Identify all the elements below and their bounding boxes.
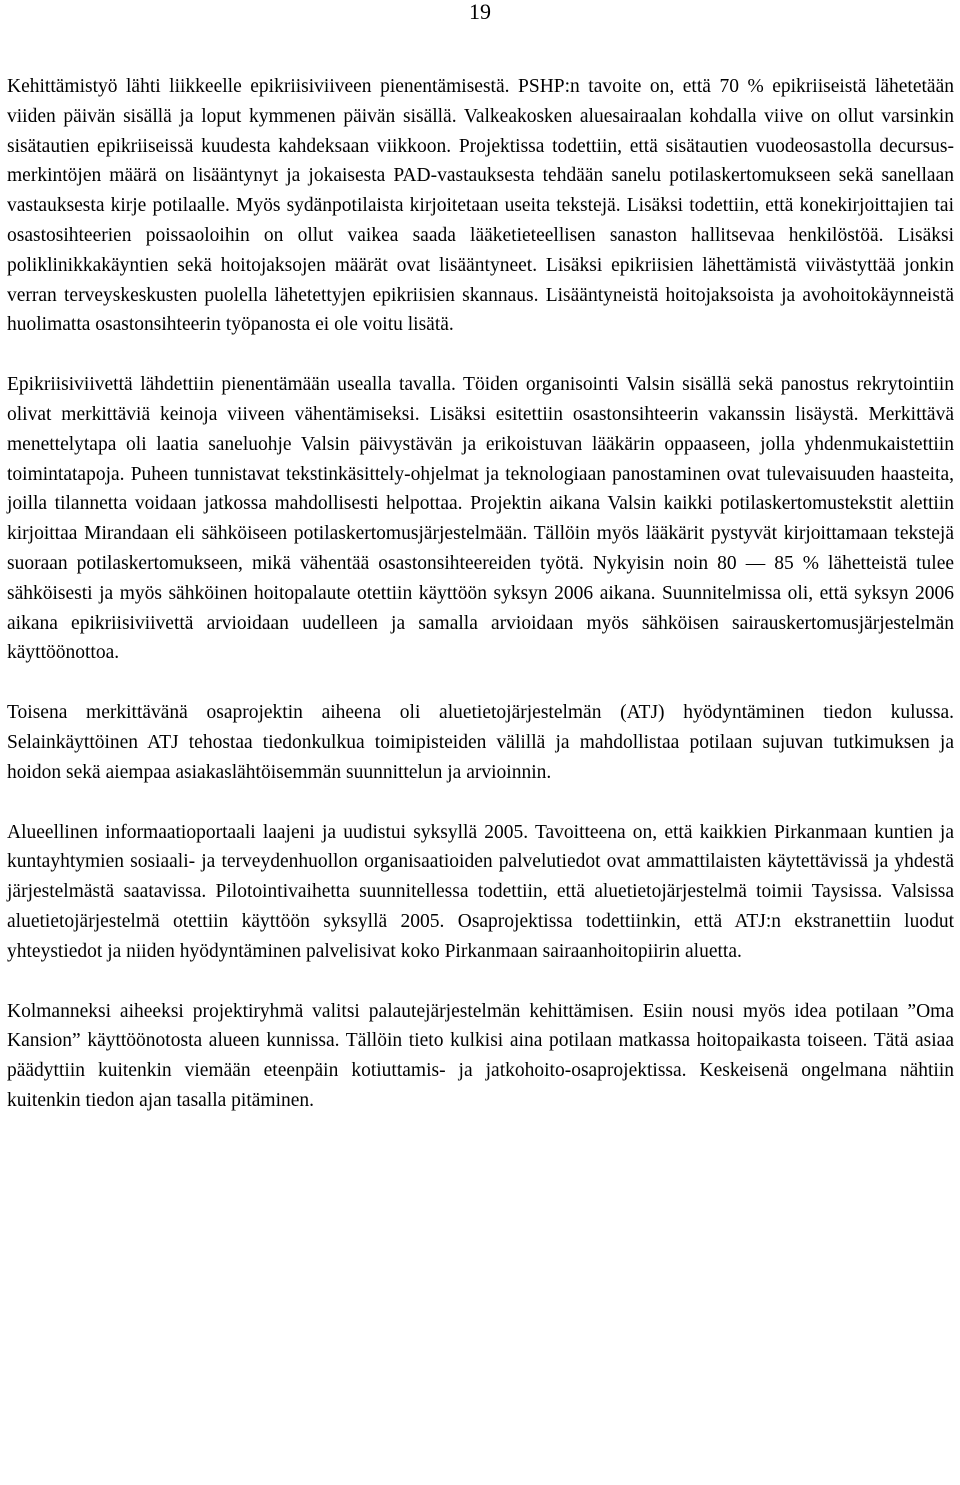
paragraph-3: Toisena merkittävänä osaprojektin aiheena oli aluetietojärjestelmän (ATJ) hyödyntäminen tiedon kulussa. Selainkäyttöinen ATJ tehostaa tiedonkulkua toimipisteiden välillä ja mahdollistaa potilaan sujuvan tutkimuksen ja hoidon sekä aiempaa asiakaslähtöisemmän suunnittelun ja arvioinnin. <box>7 702 954 783</box>
page-number: 19 <box>469 0 491 24</box>
paragraph-4: Alueellinen informaatioportaali laajeni ja uudistui syksyllä 2005. Tavoitteena on, että kaikkien Pirkanmaan kuntien ja kuntayhtymien sosiaali- ja terveydenhuollon organisaatioiden palvelutiedot ovat ammattilaisten käytettävissä ja yhdestä järjestelmästä saatavissa. Pilotointivaihetta suunnitellessa todettiin, että aluetietojärjestelmä toimii Taysissa. Valsissa aluetietojärjestelmä otettiin käyttöön syksyllä 2005. Osaprojektissa todettiinkin, että ATJ:n ekstranettiin luodut yhteystiedot ja niiden hyödyntäminen palvelisivat koko Pirkanmaan sairaanhoitopiirin aluetta. <box>7 821 954 962</box>
paragraph-5: Kolmanneksi aiheeksi projektiryhmä valitsi palautejärjestelmän kehittämisen. Esiin nousi myös idea potilaan ”Oma Kansion” käyttöönotosta alueen kunnissa. Tällöin tieto kulkisi aina potilaan matkassa hoitopaikasta toiseen. Tätä asiaa päädyttiin kuitenkin viemään eteenpäin kotiuttamis- ja jatkohoito-osaprojektissa. Keskeisenä ongelmana nähtiin kuitenkin tiedon ajan tasalla pitäminen. <box>7 1000 954 1111</box>
paragraph-2: Epikriisiviivettä lähdettiin pienentämään usealla tavalla. Töiden organisointi Valsin sisällä sekä panostus rekrytointiin olivat merkittäviä keinoja viiveen vähentämiseksi. Lisäksi esitettiin osastonsihteerin vakanssin lisäystä. Merkittävä menettelytapa oli laatia saneluohje Valsin päivystävän ja erikoistuvan lääkärin oppaaseen, jolla yhdenmukaistettiin toimintatapoja. Puheen tunnistavat tekstinkäsittely-ohjelmat ja teknologiaan panostaminen ovat tulevaisuuden haasteita, joilla tilannetta voidaan jatkossa mahdollisesti helpottaa. Projektin aikana Valsin kaikki potilaskertomustekstit alettiin kirjoittaa Mirandaan eli sähköiseen potilaskertomusjärjestelmään. Tällöin myös lääkärit pystyvät kirjoittamaan tekstejä suoraan potilaskertomukseen, mikä vähentää osastonsihteereiden työtä. Nykyisin noin 80 — 85 % lähetteistä tulee sähköisesti ja myös sähköinen hoitopalaute otettiin käyttöön syksyn 2006 aikana. Suunnitelmissa oli, että syksyn 2006 aikana epikriisiviivettä arvioidaan uudelleen ja samalla arvioidaan myös sähköisen sairauskertomusjärjestelmän käyttöönottoa. <box>7 374 954 664</box>
paragraph-1: Kehittämistyö lähti liikkeelle epikriisiviiveen pienentämisestä. PSHP:n tavoite on, että 70 % epikriiseistä lähetetään viiden päivän sisällä ja loput kymmenen päivän sisällä. Valkeakosken aluesairaalan kohdalla viive on ollut varsinkin sisätautien epikriiseissä kuudesta kahdeksaan viikkoon. Projektissa todettiin, että sisätautien vuodeosastolla decursus-merkintöjen määrä on lisääntynyt ja jokaisesta PAD-vastauksesta tehdään sanelu potilaskertomukseen sekä sanellaan vastauksesta kirje potilaalle. Myös sydänpotilaista kirjoitetaan useita tekstejä. Lisäksi todettiin, että konekirjoittajien tai osastosihteerien poissaoloihin on ollut vaikea saada lääketieteellisen sanaston hallitsevaa henkilöstöä. Lisäksi poliklinikkakäyntien sekä hoitojaksojen määrät ovat lisääntyneet. Lisäksi epikriisien lähettämistä viivästyttää jonkin verran terveyskeskusten puolella lähetettyjen epikriisien skannaus. Lisääntyneistä hoitojaksoista ja avohoitokäynneistä huolimatta osastonsihteerin työpanosta ei ole voitu lisätä. <box>7 76 954 336</box>
body-text <box>7 72 954 1116</box>
